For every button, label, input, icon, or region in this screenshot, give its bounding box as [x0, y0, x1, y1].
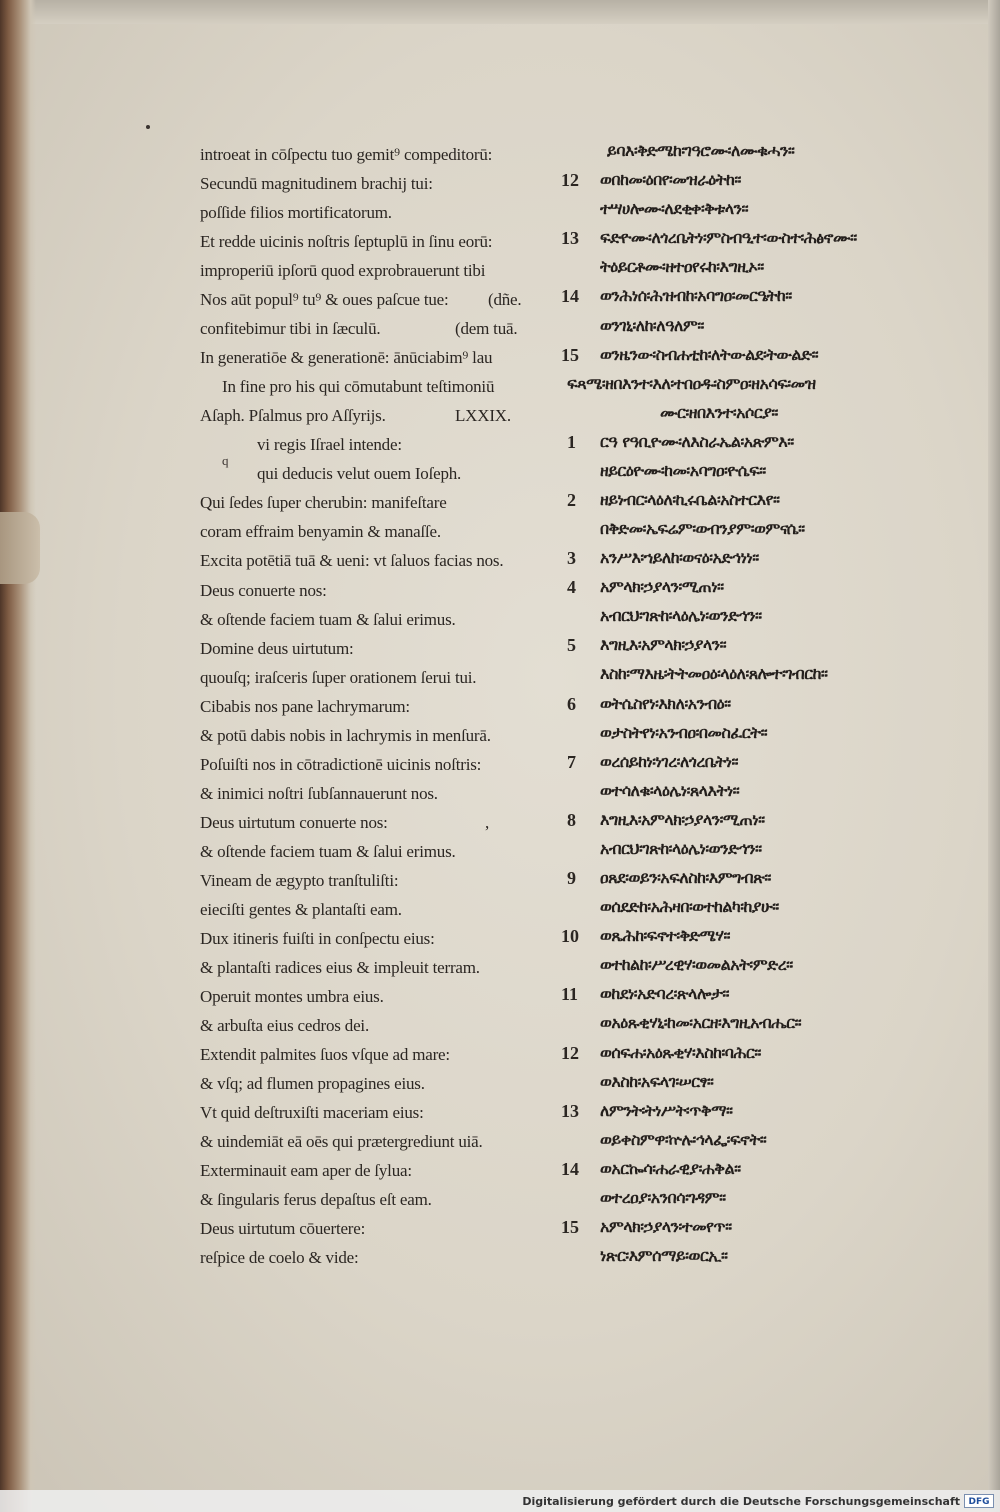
latin-line: Excita potētiā tuā & ueni: vt ſaluos facias nos. [200, 551, 504, 571]
latin-line: & oſtende faciem tuam & ſalui erimus. [200, 841, 456, 861]
geez-line: ይባእ፡ቅድሜከ፡ገዓሮሙ፡ለሙቁሓን፡፡ [607, 141, 795, 160]
geez-line: ወይቀስምዋ፡ኵሉ፡ኅላፌ፡ፍኖት፡፡ [600, 1129, 767, 1149]
psalm-number: LXXIX. [455, 406, 511, 425]
stray-mark: , [485, 813, 490, 832]
latin-line: poſſide filios mortificatorum. [200, 203, 392, 223]
footer-credit: Digitalisierung gefördert durch die Deutsche Forschungsgemeinschaft [522, 1495, 960, 1508]
verse-number: 5 [567, 635, 576, 656]
geez-line: አብርህ፡ገጽከ፡ላዕሌነ፡ወንድኅን፡፡ [600, 606, 762, 626]
geez-line: ወአርኰሳ፡ሐራዊያ፡ሐቅል፡፡ [600, 1158, 741, 1178]
book-binding [0, 0, 36, 1512]
geez-line: በቅድመ፡ኤፍሬም፡ወብንያም፡ወምናሴ፡፡ [600, 519, 805, 538]
latin-line: & inimici noſtri ſubſannauerunt nos. [200, 783, 438, 803]
verse-number: 7 [567, 751, 576, 772]
latin-line: Vineam de ægypto tranſtuliſti: [200, 870, 399, 890]
verse-number: 12 [561, 170, 579, 191]
latin-line: & vſq; ad flumen propagines eius. [200, 1074, 425, 1093]
geez-line: ነጽር፡እምሰማይ፡ወርኢ፡፡ [600, 1246, 728, 1265]
verse-number: 15 [561, 1217, 579, 1237]
geez-line: ወአዕጹቂሃኒ፡ከመ፡አርዘ፡እግዚአብሔር፡፡ [600, 1013, 802, 1033]
geez-line: ወእስከ፡አፍላገ፡ሠርፃ፡፡ [600, 1071, 714, 1091]
latin-line: Et redde uicinis noſtris ſeptuplū in ſinu eorū: [200, 232, 493, 252]
geez-line: ወንዜንው፡ስብሐቲከ፡ለትውልደ፡ትውልድ፡፡ [600, 344, 819, 364]
geez-line: ወሰደድከ፡አሕዛበ፡ወተከልካ፡ከያሁ፡፡ [600, 897, 779, 917]
latin-line: Vt quid deſtruxiſti maceriam eius: [200, 1103, 424, 1122]
verse-number: 11 [561, 984, 579, 1005]
latin-line: In fine pro his qui cōmutabunt teſtimoniū [222, 377, 495, 397]
latin-line: Aſaph. Pſalmus pro Aſſyrijs. [200, 406, 386, 426]
latin-line: Extendit palmites ſuos vſque ad mare: [200, 1044, 450, 1064]
latin-line: & potū dabis nobis in lachrymis in menſurā. [200, 725, 491, 745]
latin-line: qui deducis velut ouem Ioſeph. [257, 464, 462, 484]
geez-line: እግዚእ፡አምላክ፡ኃያላን፡ሚጠነ፡፡ [600, 809, 765, 829]
geez-line: አንሥእ፡ኀይለከ፡ወናዕ፡አድኅነነ፡፡ [600, 548, 759, 568]
latin-line: Deus uirtutum conuerte nos: [200, 812, 388, 832]
latin-line: improperiū ipſorū quod exprobrauerunt tibi [200, 261, 486, 281]
latin-line: Cibabis nos pane lachrymarum: [200, 696, 410, 716]
latin-line: eieciſti gentes & plantaſti eam. [200, 899, 402, 919]
top-page-edge [0, 0, 1000, 24]
geez-line: አምላክ፡ኃያላን፡ሚጠነ፡፡ [600, 577, 724, 597]
dfg-logo: DFG [964, 1494, 994, 1508]
latin-line: Secundū magnitudinem brachij tui: [200, 174, 433, 193]
geez-line: ዘይርዕዮሙ፡ከመ፡አባግዐ፡ዮሴፍ፡፡ [600, 460, 766, 480]
latin-line: Dux itineris fuiſti in conſpectu eius: [200, 928, 435, 948]
geez-line: ለምንት፡ትነሥት፡ጥቅማ፡፡ [600, 1100, 733, 1120]
geez-line: ወንሕነሰ፡ሕዝብከ፡አባግዐ፡መርዔትከ፡፡ [600, 286, 792, 306]
verse-number: 14 [561, 286, 579, 307]
geez-line: ወትሴስየነ፡እክለ፡አንብዕ፡፡ [600, 693, 731, 713]
latin-line: Deus conuerte nos: [200, 580, 327, 600]
latin-line: & uindemiāt eā oēs qui prætergrediunt uiā. [200, 1132, 483, 1151]
verse-number: 10 [561, 926, 579, 947]
ink-dot [146, 125, 150, 129]
latin-line: & arbuſta eius cedros dei. [200, 1015, 369, 1035]
latin-line: coram effraim benyamin & manaſſe. [200, 522, 441, 542]
geez-line: አምላክ፡ኃያላን፡ተመየጥ፡፡ [600, 1217, 732, 1236]
latin-line: introeat in cōſpectu tuo gemit⁹ compeditorū: [200, 145, 493, 164]
latin-line: Poſuiſti nos in cōtradictionē uicinis noſtris: [200, 754, 482, 774]
footer-bar [0, 1490, 1000, 1512]
latin-continuation-mark: (dem tuā. [455, 319, 518, 338]
geez-line: ወንገኒ፡ለከ፡ለዓለም፡፡ [600, 315, 704, 335]
latin-line: In generatiōe & generationē: ānūciabim⁹ lau [200, 348, 493, 368]
geez-line: ወታስትየነ፡አንብዐ፡በመስፈርት፡፡ [600, 722, 768, 742]
verse-number: 14 [561, 1158, 579, 1179]
verse-number: 1 [567, 431, 576, 452]
latin-line: Domine deus uirtutum: [200, 638, 354, 658]
geez-line: ተሣሀሎሙ፡ለደቂቀ፡ቅቱላን፡፡ [600, 199, 749, 219]
geez-line: ዘይነብር፡ላዕለ፡ኪሩቤል፡አስተርእየ፡፡ [600, 490, 780, 509]
geez-line: ወተረዐያ፡አንበሳ፡ገዳም፡፡ [600, 1187, 726, 1207]
page-clip [0, 512, 40, 584]
latin-line: reſpice de coelo & vide: [200, 1248, 359, 1268]
verse-number: 15 [561, 344, 579, 365]
geez-line: ወረሰይከነ፡ነገረ፡ለጎረቤትነ፡፡ [600, 751, 739, 771]
latin-line: Deus uirtutum cōuertere: [200, 1219, 366, 1239]
verse-number: 2 [567, 490, 576, 510]
geez-line: ወበከመ፡ዕበየ፡መዝራዕትከ፡፡ [600, 170, 741, 190]
latin-line: confitebimur tibi in ſæculū. [200, 319, 381, 339]
verse-number: 8 [567, 809, 576, 830]
latin-line: & plantaſti radices eius & impleuit terram. [200, 957, 480, 977]
geez-line: እስከ፡ማእዜ፡ትትመዐዕ፡ላዕለ፡ጸሎተ፡ገብርከ፡፡ [600, 664, 828, 684]
geez-line: እግዚእ፡አምላክ፡ኃያላን፡፡ [600, 635, 727, 655]
latin-line: & oſtende faciem tuam & ſalui erimus. [200, 609, 456, 629]
geez-line: ወተከልከ፡ሥረዊሃ፡ወመልአት፡ምድረ፡፡ [600, 955, 793, 975]
geez-line: አብርህ፡ገጽከ፡ላዕሌነ፡ወንድኅን፡፡ [600, 838, 762, 858]
latin-line: Qui ſedes ſuper cherubin: manifeſtare [200, 493, 447, 513]
latin-line: vi regis Iſrael intende: [257, 435, 402, 455]
initial-guide-letter: q [222, 453, 229, 468]
latin-line: Exterminauit eam aper de ſylua: [200, 1161, 412, 1181]
latin-continuation-mark: (dñe. [488, 290, 522, 309]
geez-line: ትዕይርቶሙ፡ዘተዐየሩከ፡እግዚኦ፡፡ [600, 257, 764, 277]
verse-number: 12 [561, 1042, 579, 1063]
latin-line: Nos aūt popul⁹ tu⁹ & oues paſcue tue: [200, 290, 449, 310]
verse-number: 6 [567, 693, 576, 714]
verse-number: 9 [567, 868, 576, 888]
geez-line: ወሰፍሐ፡አዕጹቂሃ፡እስከ፡ባሕር፡፡ [600, 1042, 761, 1062]
verse-number: 13 [561, 228, 579, 249]
geez-line: ወከደነ፡አድባረ፡ጽላሎታ፡፡ [600, 984, 729, 1004]
latin-line: Operuit montes umbra eius. [200, 986, 384, 1006]
latin-line: quouſq; iraſceris ſuper orationem ſerui tui. [200, 667, 477, 687]
verse-number: 3 [567, 548, 576, 569]
geez-line: ወጼሕከ፡ፍኖተ፡ቅድሜሃ፡፡ [600, 926, 731, 946]
verse-number: 4 [567, 577, 576, 598]
verse-number: 13 [561, 1100, 579, 1121]
geez-line: ፍጻሜ፡ዘበእንተ፡እለ፡ተበዐዱ፡ስምዐ፡ዘአሳፍ፡መዝ [567, 373, 816, 393]
geez-line: ሙር፡ዘበእንተ፡አሶርያ፡፡ [660, 402, 778, 422]
geez-line: ዐጸደ፡ወይን፡አፍለስከ፡እምግብጽ፡፡ [600, 868, 771, 887]
geez-line: ወተሳለቁ፡ላዕሌነ፡ጸላእትነ፡፡ [600, 780, 740, 800]
geez-line: ርዓ የዓቢዮሙ፡ለእስራኤል፡አጽምእ፡፡ [600, 431, 794, 451]
geez-line: ፍድዮሙ፡ለጎረቤትነ፡ምስብዒተ፡ውስተ፡ሕፅኖሙ፡፡ [600, 228, 857, 248]
latin-line: & ſingularis ferus depaſtus eſt eam. [200, 1190, 432, 1210]
